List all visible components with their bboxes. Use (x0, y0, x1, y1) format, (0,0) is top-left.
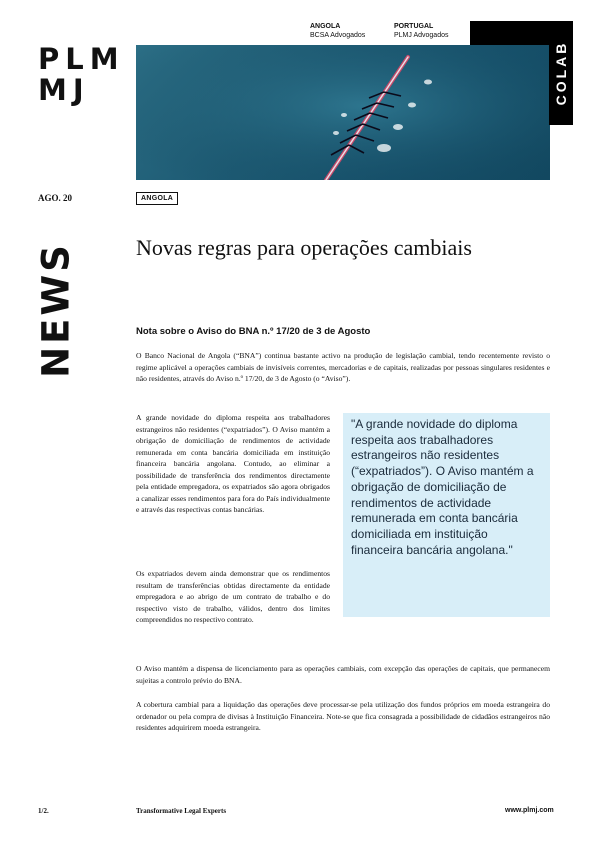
article-title: Novas regras para operações cambiais (136, 235, 472, 260)
footer-website-link[interactable]: www.plmj.com (505, 807, 554, 814)
office-name: PORTUGAL (394, 23, 434, 30)
logo-line-1: PLM (38, 42, 125, 76)
office-angola (310, 22, 365, 40)
office-portugal (394, 22, 448, 40)
office-firm: BCSA Advogados (310, 32, 366, 39)
country-tag: ANGOLA (136, 192, 178, 205)
issue-date: AGO. 20 (38, 193, 73, 203)
plmj-logo[interactable] (38, 42, 125, 107)
header-photo (136, 45, 550, 180)
colab-label: COLAB (549, 21, 573, 125)
footer-tagline: Transformative Legal Experts (136, 807, 227, 815)
section-label: NEWS (34, 242, 78, 378)
rowing-boat-image (136, 45, 550, 180)
paragraph-novidade: A grande novidade do diploma respeita aos trabalhadores estrangeiros não residentes (“expatriados”). O Aviso mantém a obrigação de domiciliação de rendimentos de actividade remunerada em conta bancária domiciliada em instituição financeira bancária angolana. Contudo, ao eliminar a possibilidade de transferência dos rendimentos directamente pela entidade empregadora, os expatriados são agora obrigados a canalizar esses rendimentos para fora do País individualmente e através das respectivas contas bancárias. (136, 413, 330, 514)
paragraph-cobertura: A cobertura cambial para a liquidação das operações deve processar-se pela utilização dos fundos próprios em moeda estrangeira do ordenador ou pela compra de divisas à Instituição Financeira. Note-se que fica consagrada a possibilidade de cidadãos estrangeiros não residentes adquirirem moeda estrangeira. (136, 700, 550, 732)
pull-quote (343, 413, 550, 617)
paragraph-intro: O Banco Nacional de Angola (“BNA”) continua bastante activo na produção de legislação cambial, tendo recentemente revisto o regime aplicável a operações cambiais de invisíveis correntes, mercadorias e de capitais, realizadas por pessoas singulares residentes e não residentes, através do Aviso n.º 17/20, de 3 de Agosto (o “Aviso”). (136, 351, 550, 383)
header-black-bar (470, 21, 550, 45)
logo-line-2: MJ (38, 73, 90, 107)
page-number: 1/2. (38, 807, 49, 815)
paragraph-expatriados: Os expatriados devem ainda demonstrar que os rendimentos resultam de transferências obtidas directamente da entidade empregadora e ao abrigo de um contrato de trabalho e do respectivo visto de trabalho, válidos, dentro dos limites compreendidos no respectivo contrato. (136, 569, 330, 624)
paragraph-licenciamento: O Aviso mantém a dispensa de licenciamento para as operações cambiais, com excepção das operações de capitais, que permanecem sujeitas a controlo prévio do BNA. (136, 664, 550, 685)
pull-quote-text: "A grande novidade do diploma respeita aos trabalhadores estrangeiros não residentes (“expatriados”). O Aviso mantém a obrigação de domiciliação de rendimentos de actividade remunerada em conta bancária domiciliada em instituição financeira bancária angolana." (351, 417, 534, 557)
article-subtitle: Nota sobre o Aviso do BNA n.º 17/20 de 3 de Agosto (136, 326, 371, 337)
office-name: ANGOLA (310, 23, 341, 30)
office-firm: PLMJ Advogados (394, 32, 449, 39)
